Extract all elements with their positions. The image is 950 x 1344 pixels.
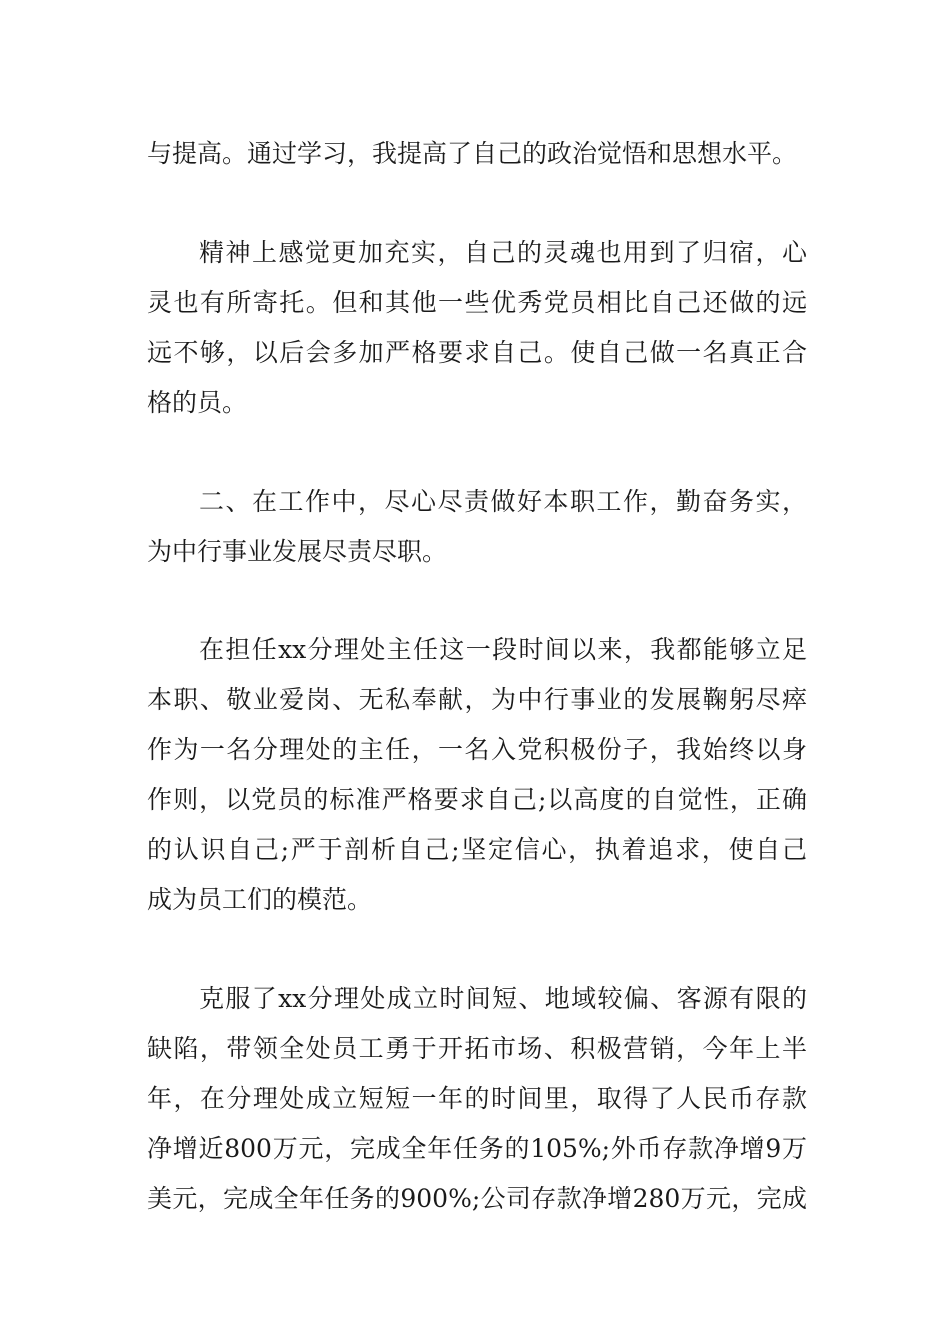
paragraph-1-line-1: 与提高。通过学习，我提高了自己的政治觉悟和思想水平。 [147, 139, 798, 168]
paragraph-4-line-5: 的认识自己;严于剖析自己;坚定信心，执着追求，使自己 [147, 835, 807, 864]
paragraph-2-line-1: 精神上感觉更加充实，自己的灵魂也用到了归宿，心 [199, 238, 807, 267]
paragraph-4-line-3: 作为一名分理处的主任，一名入党积极份子，我始终以身 [147, 735, 807, 764]
paragraph-5-line-4: 净增近800万元，完成全年任务的105%;外币存款净增9万 [147, 1134, 807, 1163]
paragraph-5-line-3: 年，在分理处成立短短一年的时间里，取得了人民币存款 [147, 1084, 807, 1113]
paragraph-4-line-6: 成为员工们的模范。 [147, 885, 373, 914]
paragraph-3-line-1: 二、在工作中，尽心尽责做好本职工作，勤奋务实， [199, 487, 807, 516]
paragraph-4-line-1: 在担任xx分理处主任这一段时间以来，我都能够立足 [199, 635, 807, 664]
paragraph-2-line-3: 远不够，以后会多加严格要求自己。使自己做一名真正合 [147, 338, 807, 367]
paragraph-5-line-1: 克服了xx分理处成立时间短、地域较偏、客源有限的 [199, 984, 807, 1013]
paragraph-5-line-2: 缺陷，带领全处员工勇于开拓市场、积极营销，今年上半 [147, 1034, 807, 1063]
paragraph-4-line-2: 本职、敬业爱岗、无私奉献，为中行事业的发展鞠躬尽瘁 [147, 685, 807, 714]
paragraph-2-line-4: 格的员。 [147, 388, 248, 417]
paragraph-4-line-4: 作则，以党员的标准严格要求自己;以高度的自觉性，正确 [147, 785, 807, 814]
paragraph-5-line-5: 美元，完成全年任务的900%;公司存款净增280万元，完成 [147, 1184, 807, 1213]
paragraph-3-line-2: 为中行事业发展尽责尽职。 [147, 537, 448, 566]
paragraph-2-line-2: 灵也有所寄托。但和其他一些优秀党员相比自己还做的远 [147, 288, 807, 317]
